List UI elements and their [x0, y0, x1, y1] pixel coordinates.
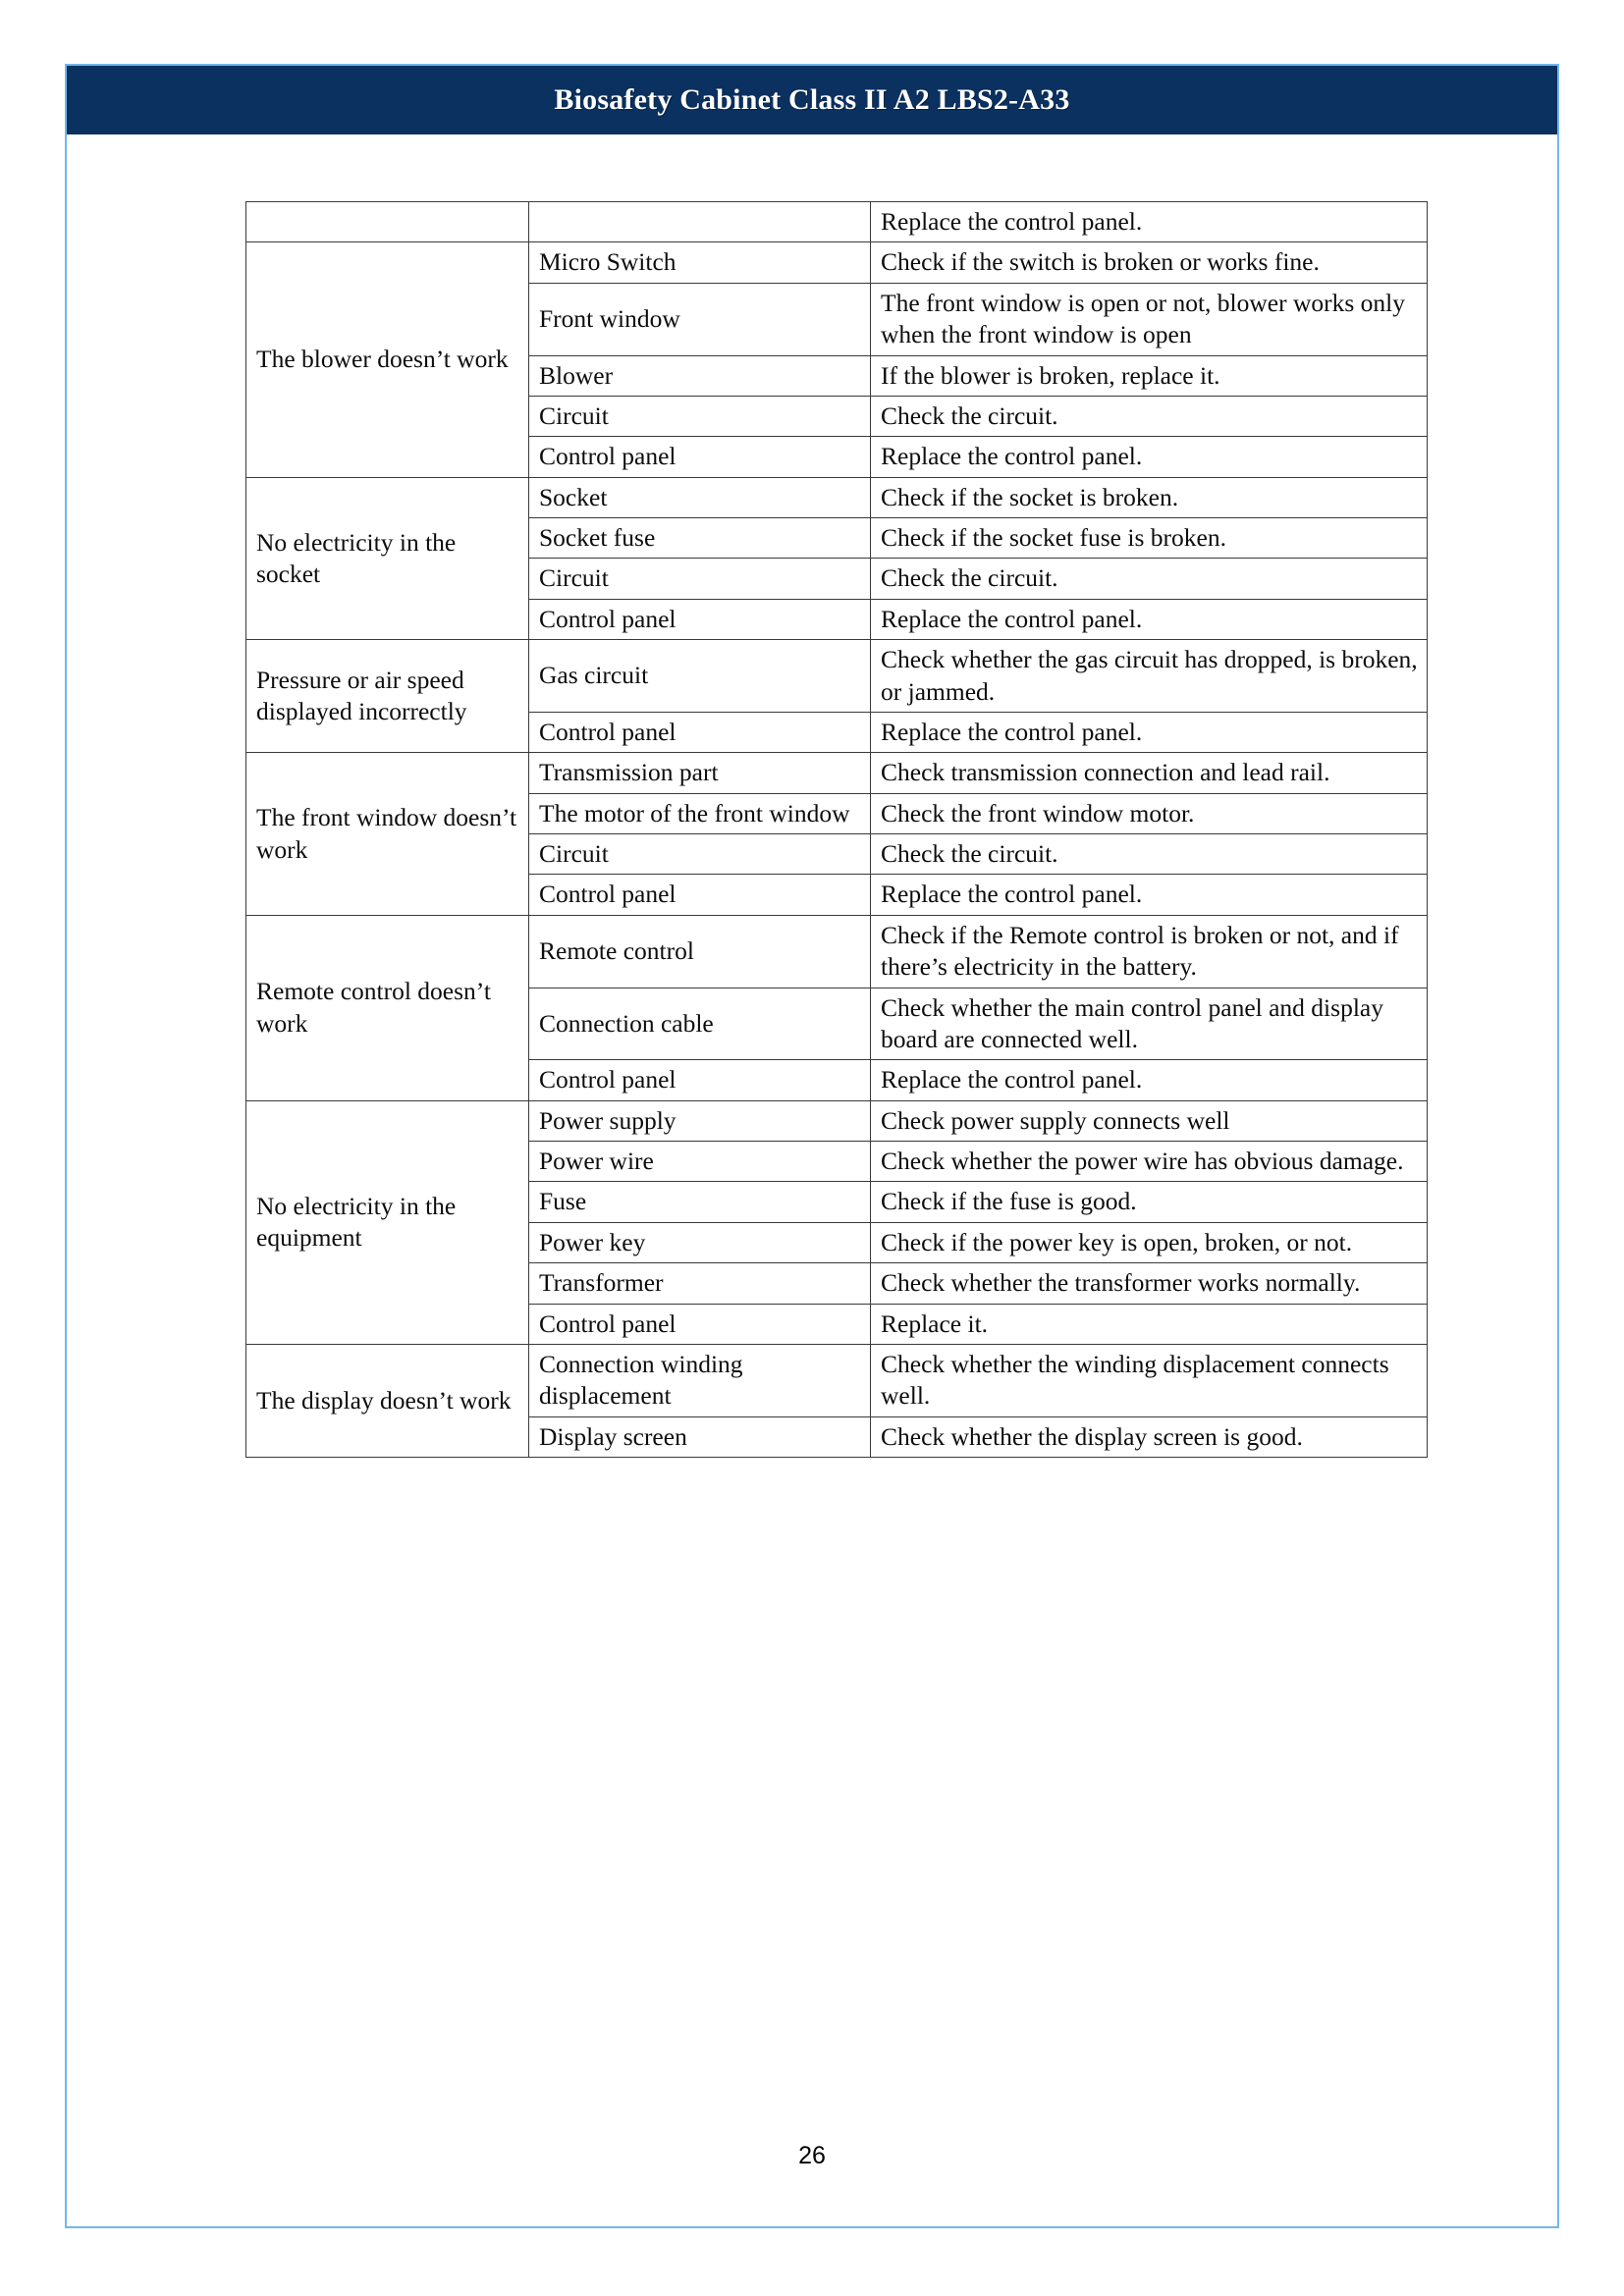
part-cell: Connection winding displacement — [529, 1344, 871, 1416]
action-cell: Check if the socket is broken. — [871, 477, 1428, 517]
part-cell: Control panel — [529, 599, 871, 639]
part-cell: Control panel — [529, 875, 871, 915]
table-row — [246, 753, 1428, 793]
table-row — [246, 1344, 1428, 1416]
part-cell: Circuit — [529, 834, 871, 875]
part-cell: Micro Switch — [529, 242, 871, 283]
action-cell: Replace the control panel. — [871, 1060, 1428, 1100]
table-row — [246, 1100, 1428, 1141]
action-cell: Check whether the winding displacement connects well. — [871, 1344, 1428, 1416]
troubleshooting-table — [245, 201, 1428, 1458]
fault-cell: Remote control doesn’t work — [246, 915, 529, 1100]
fault-cell — [246, 202, 529, 242]
action-cell: Check whether the power wire has obvious damage. — [871, 1142, 1428, 1182]
part-cell: Power wire — [529, 1142, 871, 1182]
action-cell: Replace it. — [871, 1304, 1428, 1344]
action-cell: Check the front window motor. — [871, 793, 1428, 833]
action-cell: Check if the socket fuse is broken. — [871, 518, 1428, 559]
table-row — [246, 242, 1428, 283]
action-cell: Check whether the main control panel and display board are connected well. — [871, 988, 1428, 1060]
action-cell: Check whether the display screen is good. — [871, 1416, 1428, 1457]
part-cell: Front window — [529, 283, 871, 355]
table-row — [246, 477, 1428, 517]
action-cell: The front window is open or not, blower works only when the front window is open — [871, 283, 1428, 355]
fault-cell: No electricity in the socket — [246, 477, 529, 640]
document-header-bar — [67, 66, 1557, 134]
part-cell: Control panel — [529, 1304, 871, 1344]
part-cell: Control panel — [529, 437, 871, 477]
part-cell: Connection cable — [529, 988, 871, 1060]
part-cell: Control panel — [529, 1060, 871, 1100]
action-cell: Replace the control panel. — [871, 712, 1428, 752]
part-cell: Transformer — [529, 1263, 871, 1304]
part-cell: The motor of the front window — [529, 793, 871, 833]
part-cell — [529, 202, 871, 242]
page-title: Biosafety Cabinet Class II A2 LBS2-A33 — [554, 83, 1070, 116]
fault-cell: The front window doesn’t work — [246, 753, 529, 916]
fault-cell: The blower doesn’t work — [246, 242, 529, 477]
fault-cell: The display doesn’t work — [246, 1344, 529, 1457]
action-cell: Replace the control panel. — [871, 437, 1428, 477]
part-cell: Power supply — [529, 1100, 871, 1141]
action-cell: Check whether the transformer works normally. — [871, 1263, 1428, 1304]
part-cell: Circuit — [529, 396, 871, 436]
fault-cell: No electricity in the equipment — [246, 1100, 529, 1344]
action-cell: Check the circuit. — [871, 834, 1428, 875]
action-cell: Check power supply connects well — [871, 1100, 1428, 1141]
table-row — [246, 915, 1428, 988]
action-cell: Check the circuit. — [871, 396, 1428, 436]
action-cell: Check if the fuse is good. — [871, 1182, 1428, 1222]
part-cell: Socket — [529, 477, 871, 517]
fault-cell: Pressure or air speed displayed incorrectly — [246, 640, 529, 753]
table-row — [246, 640, 1428, 713]
table-row — [246, 202, 1428, 242]
troubleshooting-table-body — [246, 202, 1428, 1458]
part-cell: Blower — [529, 355, 871, 396]
action-cell: Check transmission connection and lead rail. — [871, 753, 1428, 793]
part-cell: Remote control — [529, 915, 871, 988]
part-cell: Control panel — [529, 712, 871, 752]
part-cell: Power key — [529, 1222, 871, 1262]
part-cell: Display screen — [529, 1416, 871, 1457]
action-cell: Check if the switch is broken or works fine. — [871, 242, 1428, 283]
page-number: 26 — [798, 2142, 826, 2169]
action-cell: Check if the Remote control is broken or not, and if there’s electricity in the battery. — [871, 915, 1428, 988]
action-cell: Check whether the gas circuit has dropped, is broken, or jammed. — [871, 640, 1428, 713]
action-cell: Check if the power key is open, broken, or not. — [871, 1222, 1428, 1262]
part-cell: Fuse — [529, 1182, 871, 1222]
action-cell: Replace the control panel. — [871, 202, 1428, 242]
part-cell: Circuit — [529, 559, 871, 599]
action-cell: Replace the control panel. — [871, 599, 1428, 639]
action-cell: Check the circuit. — [871, 559, 1428, 599]
part-cell: Gas circuit — [529, 640, 871, 713]
action-cell: Replace the control panel. — [871, 875, 1428, 915]
part-cell: Socket fuse — [529, 518, 871, 559]
part-cell: Transmission part — [529, 753, 871, 793]
action-cell: If the blower is broken, replace it. — [871, 355, 1428, 396]
